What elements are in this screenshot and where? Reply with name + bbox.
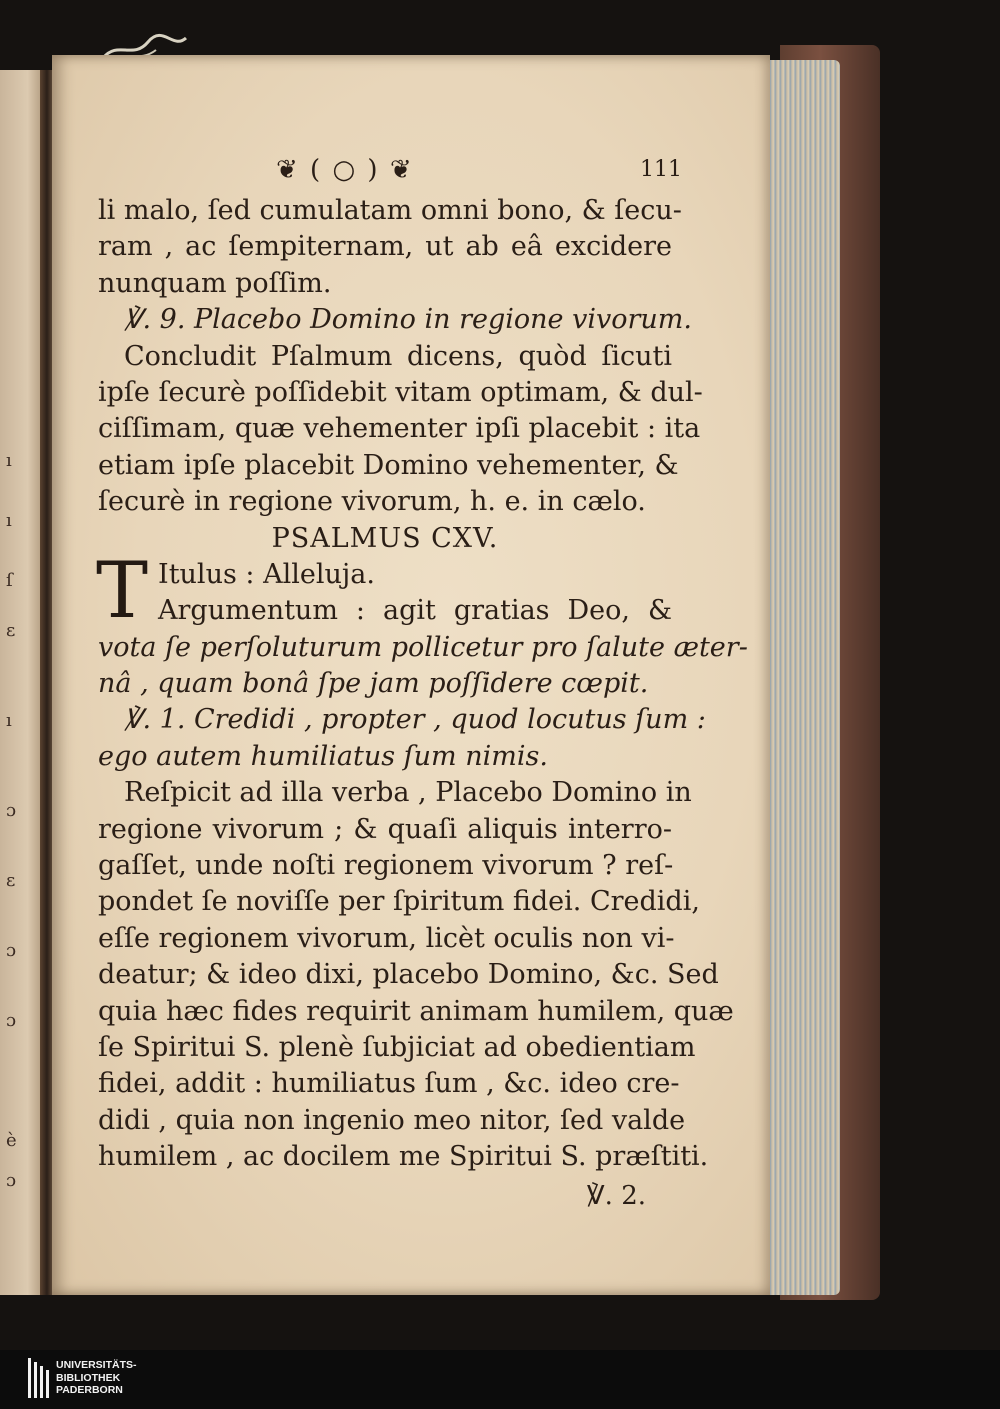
left-page-margin: ı ı ſ ɛ ı ɔ ɛ ɔ ɔ è ɔ <box>6 450 17 1191</box>
text-line: Itulus : Alleluja. <box>158 558 375 590</box>
text-line: fidei, addit : humiliatus ſum , &c. ideo cre- <box>98 1068 680 1100</box>
footer-bar <box>0 1350 1000 1409</box>
header-ornament: ❦ ( ○ ) ❦ <box>276 155 414 185</box>
right-page <box>52 55 770 1295</box>
text-line: ipſe ſecurè poſſidebit vitam optimam, & dul- <box>98 376 703 408</box>
text-line: pondet ſe noviſſe per ſpiritum fidei. Credidi, <box>98 886 700 918</box>
text-line: gaſſet, unde noſti regionem vivorum ? reſ- <box>98 850 674 882</box>
text-line: li malo, ſed cumulatam omni bono, & ſecu- <box>98 195 682 226</box>
text-line: ciſſimam, quæ vehementer ipſi placebit : ita <box>98 413 701 445</box>
text-line: deatur; & ideo dixi, placebo Domino, &c. Sed <box>98 959 719 991</box>
verse-line: ℣. 1. Credidi , propter , quod locutus ſum : <box>124 704 706 736</box>
text-line: eſſe regionem vivorum, licèt oculis non vi- <box>98 922 675 954</box>
text-line: etiam ipſe placebit Domino vehementer, & <box>98 449 679 481</box>
verse-line: ℣. 9. Placebo Domino in regione vivorum. <box>124 304 692 336</box>
text-line: nâ , quam bonâ ſpe jam poſſidere cœpit. <box>98 668 649 700</box>
text-line: Reſpicit ad illa verba , Placebo Domino in <box>124 777 692 809</box>
catchword: ℣. 2. <box>586 1180 646 1211</box>
library-logo-icon <box>28 1358 50 1398</box>
running-header <box>98 155 682 193</box>
text-line: quia hæc fides requirit animam humilem, quæ <box>98 995 734 1027</box>
page-number: 111 <box>640 157 682 182</box>
library-logo-text <box>56 1359 137 1397</box>
text-line: Concludit Pſalmum dicens, quòd ſicuti <box>124 340 672 372</box>
text-line: regione vivorum ; & quaſi aliquis interro- <box>98 813 672 845</box>
text-line: ſe Spiritui S. plenè ſubjiciat ad obedientiam <box>98 1031 696 1063</box>
page-edges <box>762 60 840 1295</box>
text-line: didi , quia non ingenio meo nitor, ſed valde <box>98 1104 686 1136</box>
logo-line-2: BIBLIOTHEK <box>56 1371 121 1384</box>
text-line: nunquam poſſim. <box>98 267 332 299</box>
drop-cap: T <box>96 545 149 636</box>
text-line: Argumentum : agit gratias Deo, & <box>158 595 672 627</box>
text-line: ram , ac ſempiternam, ut ab eâ excidere <box>98 231 672 263</box>
text-line: ego autem humiliatus ſum nimis. <box>98 740 548 772</box>
text-line: vota ſe perſoluturum pollicetur pro ſalute æter- <box>98 631 748 663</box>
logo-line-1: UNIVERSITÄTS- <box>56 1359 137 1371</box>
psalm-heading: PSALMUS CXV. <box>271 522 499 554</box>
text-line: humilem , ac docilem me Spiritui S. præſtiti. <box>98 1141 709 1173</box>
logo-line-3: PADERBORN <box>56 1384 123 1396</box>
page-text <box>96 155 748 1216</box>
text-line: ſecurè in regione vivorum, h. e. in cælo. <box>98 486 646 518</box>
